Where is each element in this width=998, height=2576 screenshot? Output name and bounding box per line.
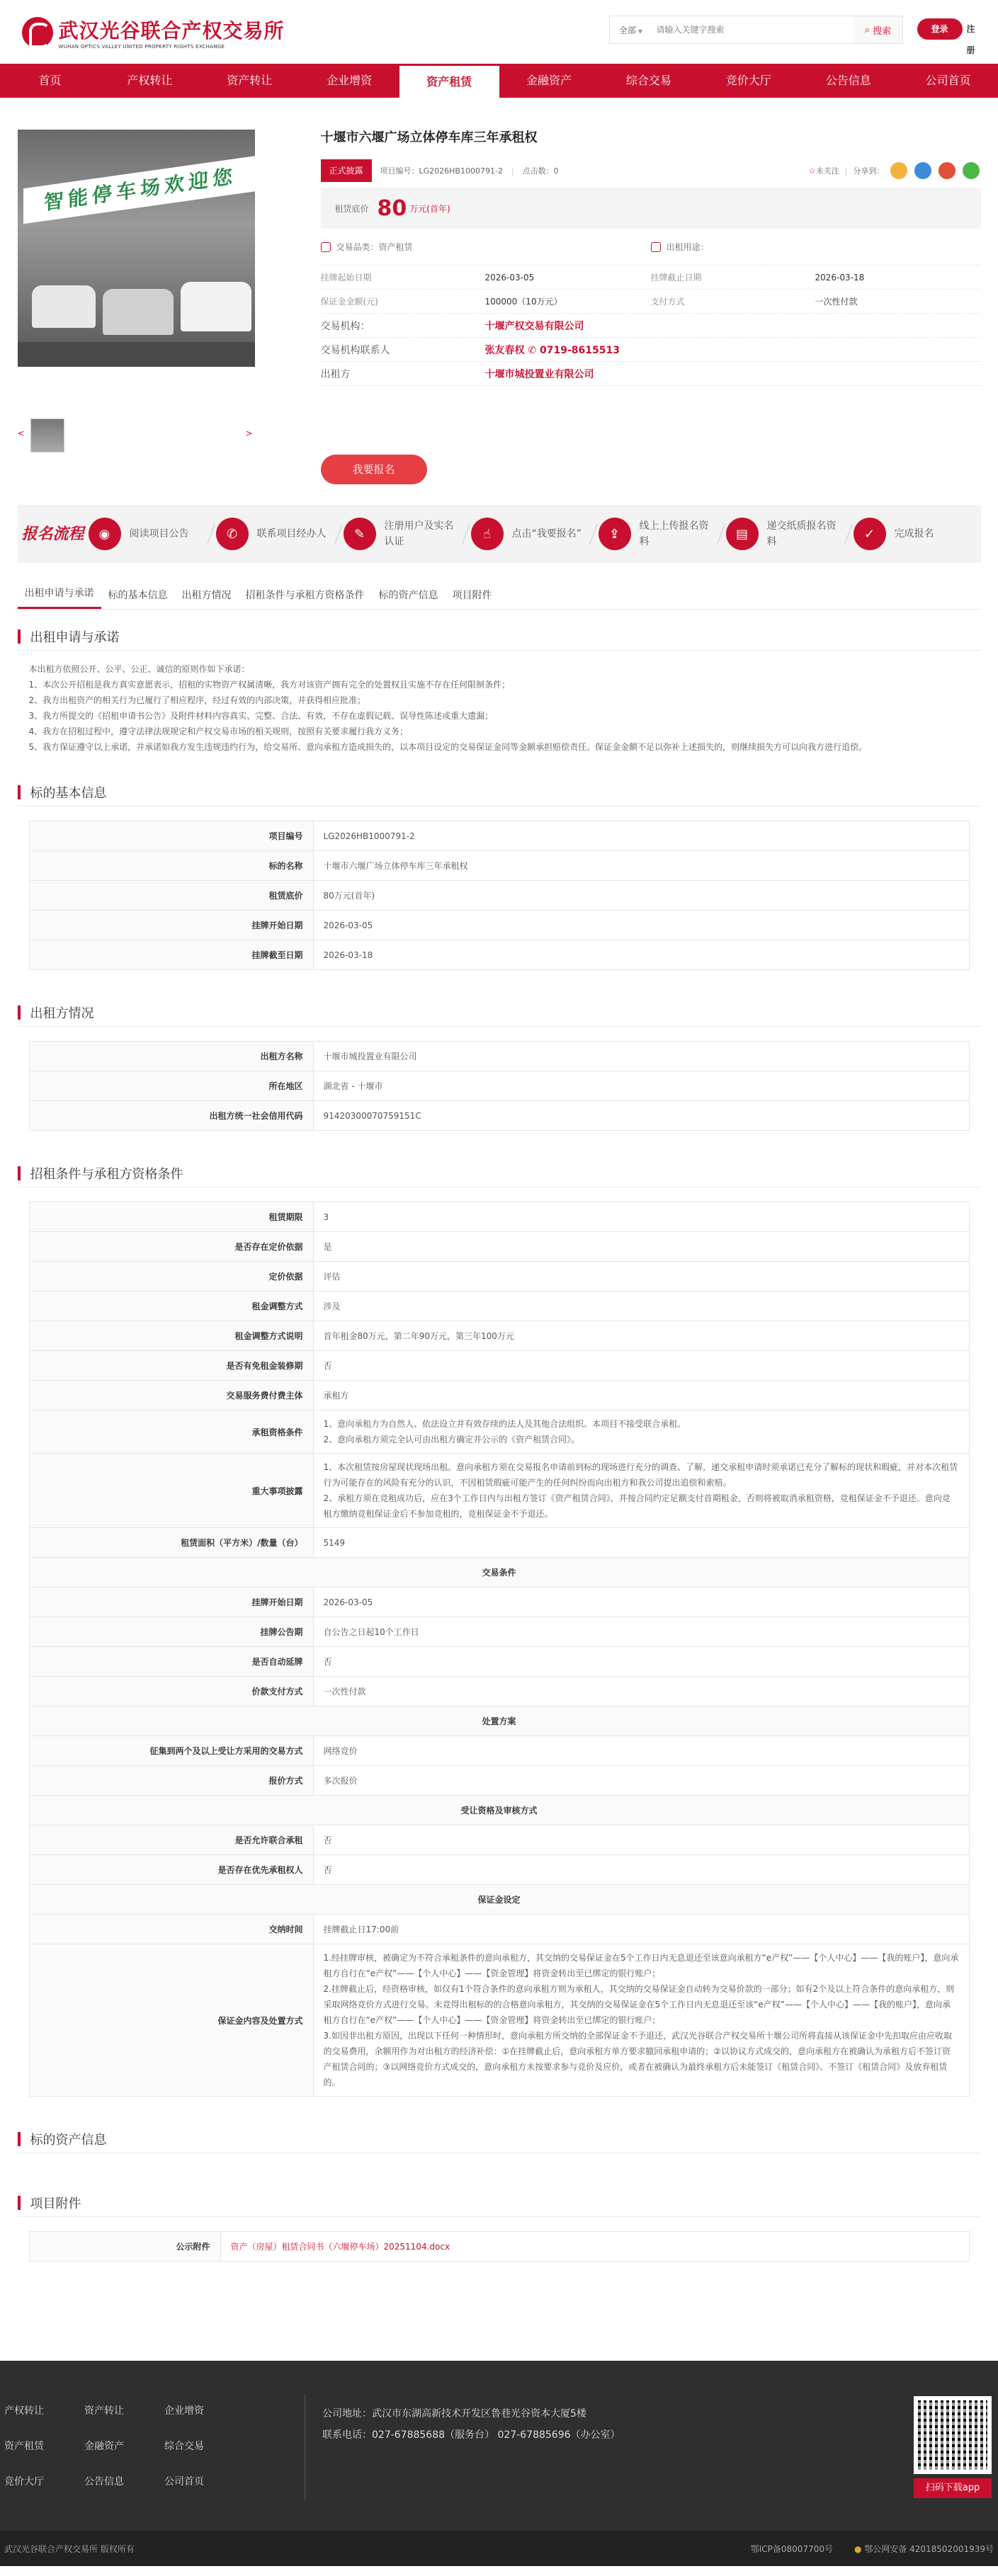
table-row — [29, 1736, 969, 1766]
table-value: 否 — [313, 1825, 969, 1855]
table-group-header: 交易条件 — [29, 1558, 969, 1588]
table-value: 评估 — [313, 1262, 969, 1292]
nav-item[interactable]: 综合交易 — [625, 74, 671, 87]
flow-step-label: 联系项目经办人 — [256, 528, 327, 540]
search-bar — [609, 16, 903, 44]
promise-text — [18, 651, 981, 765]
table-value: 自公告之日起10个工作日 — [313, 1617, 969, 1647]
section-header-lessor: 出租方情况 — [18, 998, 981, 1027]
org-label: 交易机构： — [320, 320, 370, 332]
price-unit: 万元(首年) — [409, 203, 450, 214]
section-header-conditions: 招租条件与承租方资格条件 — [18, 1159, 981, 1187]
table-key: 定价依据 — [29, 1262, 313, 1292]
search-icon: ⌕ — [864, 24, 871, 35]
footer-link[interactable]: 综合交易 — [164, 2441, 204, 2452]
table-key: 标的名称 — [29, 851, 313, 881]
flow-step-icon: ✆ — [216, 518, 249, 550]
table-key: 出租方名称 — [29, 1042, 313, 1071]
table-key: 交易服务费付费主体 — [29, 1381, 313, 1410]
logo-icon — [22, 17, 53, 48]
nav-item[interactable]: 资产租赁 — [399, 64, 499, 98]
table-value: 网络竞价 — [313, 1736, 969, 1766]
table-key: 价款支付方式 — [29, 1677, 313, 1706]
table-value: LG2026HB1000791-2 — [313, 821, 969, 851]
org-label: 交易机构联系人 — [320, 344, 390, 356]
section-header-promise: 出租申请与承诺 — [18, 622, 981, 651]
table-key: 项目编号 — [29, 821, 313, 851]
follow-button[interactable]: ☆未关注 — [808, 166, 839, 176]
footer-link[interactable]: 资产转让 — [84, 2405, 124, 2417]
category-icon — [321, 242, 331, 252]
table-row — [29, 881, 969, 911]
table-key: 报价方式 — [29, 1766, 313, 1796]
icp-link[interactable]: 鄂ICP备08007700号 — [750, 2543, 833, 2554]
flow-step — [471, 518, 599, 550]
table-key: 出租方统一社会信用代码 — [29, 1101, 313, 1131]
header — [0, 0, 998, 64]
table-key: 承租资格条件 — [29, 1410, 313, 1454]
table-key: 交纳时间 — [29, 1915, 313, 1944]
table-row — [29, 1944, 969, 2097]
thumbnail-strip — [18, 418, 255, 454]
table-row — [29, 1706, 969, 1736]
table-value: 2026-03-05 — [313, 911, 969, 940]
project-photo[interactable] — [18, 130, 255, 367]
flow-separator — [455, 524, 470, 544]
table-row — [29, 1321, 969, 1351]
footer-link[interactable]: 企业增资 — [164, 2405, 204, 2417]
table-key: 租赁底价 — [29, 881, 313, 911]
police-badge-icon: ● — [854, 2543, 862, 2554]
logo-english-name: WUHAN OPTICS VALLEY UNITED PROPERTY RIGHTS EXCHANGE — [58, 44, 225, 50]
prev-arrow-icon[interactable]: < — [17, 428, 25, 438]
conditions-table — [29, 1202, 970, 2097]
org-value: 张友春权 ✆ 0719-8615513 — [484, 344, 620, 356]
table-row — [29, 1410, 969, 1454]
apply-button[interactable]: 我要报名 — [321, 455, 427, 484]
footer-link[interactable]: 资产租赁 — [4, 2441, 44, 2452]
table-value: 3 — [313, 1202, 969, 1232]
table-value: 首年租金80万元，第二年90万元，第三年100万元 — [313, 1321, 969, 1351]
promise-line: 4、我方在招租过程中，遵守法律法规规定和产权交易市场的相关规则，按照有关要求履行我方义务； — [28, 726, 409, 736]
lease-usage: 出租用途： — [666, 242, 709, 252]
promise-line: 5、我方保证遵守以上承诺，并承诺如我方发生违规违约行为，给交易所、意向承租方造成损失的，以本项目设定的交易保证金同等金额承担赔偿责任。保证金金额不足以弥补上述损失的，则继续损失方可以向我方进行追偿。 — [28, 742, 868, 752]
attachment-label: 公示附件 — [29, 2232, 220, 2262]
section-header-attachments: 项目附件 — [18, 2189, 981, 2217]
table-row — [29, 1588, 969, 1617]
table-value: 91420300070759151C — [313, 1101, 969, 1131]
table-value: 涉及 — [313, 1292, 969, 1321]
nav-item[interactable]: 资产转让 — [227, 74, 273, 87]
table-key: 租赁期限 — [29, 1202, 313, 1232]
price-label: 租赁底价 — [334, 203, 369, 214]
flow-step — [344, 518, 471, 550]
org-value: 十堰产权交易有限公司 — [484, 320, 584, 332]
table-row — [29, 1647, 969, 1677]
table-row — [29, 1885, 969, 1915]
table-row — [29, 1677, 969, 1706]
table-key: 是否有免租金装修期 — [29, 1351, 313, 1381]
field-value: 100000（10万元） — [484, 297, 562, 307]
search-category-select[interactable]: 全部 ▼ — [618, 25, 643, 35]
main-nav — [0, 64, 998, 98]
table-value: 1、本次租赁按房屋现状现场出租。意向承租方须在交易报名申请前到标的现场进行充分的调查、了解，递交承租申请时须承诺已充分了解标的现状和瑕疵，并对本次租赁行为可能存在的风险有充分的认识，不因租赁瑕疵可能产生的任何纠纷而向出租方和我公司提出追偿和索赔。 2、承租方须在竞租成功后，应在3个工作日内与出租方签订《资产租赁合同》，并按合同约定足额支付首期租金，否则将被取消承租资格，竞租保证金不予退还。意向竞租方缴纳竞租保证金后不参加竞租的，竞租保证金不予退还。 — [313, 1454, 969, 1528]
table-value: 1、意向承租方为自然人、依法设立并有效存续的法人及其他合法组织。本项目不接受联合承租。 2、意向承租方须完全认可由出租方确定并公示的《资产租赁合同》。 — [313, 1410, 969, 1454]
qzone-share-icon[interactable] — [889, 161, 909, 181]
table-row — [29, 1042, 969, 1071]
nav-item[interactable]: 公司首页 — [925, 74, 971, 87]
flow-step — [726, 518, 854, 550]
table-row — [29, 821, 969, 851]
footer-link[interactable]: 金融资产 — [84, 2441, 124, 2452]
price-value: 80 — [377, 195, 407, 221]
table-row — [29, 1825, 969, 1855]
promise-line: 3、我方所提交的《招租申请书公告》及附件材料内容真实、完整、合法、有效，不存在虚假记载、误导性陈述或重大遗漏； — [28, 711, 494, 721]
table-value: 否 — [313, 1647, 969, 1677]
flow-step-label: 完成报名 — [894, 528, 934, 540]
nav-item[interactable]: 首页 — [38, 74, 62, 87]
table-value: 承租方 — [313, 1381, 969, 1410]
table-key: 是否存在定价依据 — [29, 1232, 313, 1262]
field-label: 支付方式 — [650, 297, 685, 307]
table-group-header: 受让资格及审核方式 — [29, 1796, 969, 1825]
table-value: 十堰市六堰广场立体停车库三年承租权 — [313, 851, 969, 881]
table-value: 80万元(首年) — [313, 881, 969, 911]
table-row — [29, 1454, 969, 1528]
table-key: 是否自动延牌 — [29, 1647, 313, 1677]
flow-step-label: 阅读项目公告 — [129, 528, 189, 540]
flow-separator — [328, 524, 342, 544]
table-key: 所在地区 — [29, 1071, 313, 1101]
basic-info-table — [29, 821, 970, 970]
table-row — [29, 1071, 969, 1101]
field-value: 一次性付款 — [815, 297, 858, 307]
attachment-link[interactable]: 资产（房屋）租赁合同书（六堰停车场）20251104.docx — [230, 2241, 450, 2252]
table-value: 1.经挂牌审核，被确定为不符合承租条件的意向承租方，其交纳的交易保证金在5个工作日内无息退还至该意向承租方“e产权”——【个人中心】——【我的账户】，意向承租方自行在“e产权”——【个人中心】——【资金管理】将资金转出至已绑定的银行账户； 2.挂牌截止后，经资格审核，如仅有1个符合条件的意向承租方则为承租人，其交纳的交易保证金自动转为交易价款的一部分；如有2个及以上符合条件的意向承租方，则采取网络竞价方式进行交易。未竞得出租标的的合格意向承租方，其交纳的交易保证金在5个工作日内无息退还至该“e产权”——【个人中心】——【我的账户】，意向承租方自行在“e产权”——【个人中心】——【资金管理】将资金转出至已绑定的银行账户； 3.如因非出租方原因，出现以下任何一种情形时，意向承租方所交纳的全部保证金不予退还，武汉光谷联合产权交易所十堰公司所将直接从该保证金中先扣取应由应收取的交易费用，余额用作为对出租方的经济补偿：①在挂牌截止后，意向承租方单方要求撤回承租申请的；②以协议方式成交的，意向承租方在被确认为承租方后不签订资产租赁合同的；③以网络竞价方式成交的，意向承租方未按要求参与竞价及应价，或者在被确认为最终承租方后未能签订《租赁合同》、不签订《租赁合同》及放弃租赁的。 — [313, 1944, 969, 2097]
site-logo[interactable] — [22, 16, 285, 50]
table-value: 否 — [313, 1351, 969, 1381]
promise-line: 1、本次公开招租是我方真实意愿表示，招租的实物资产权属清晰，我方对该资产拥有完全的处置权且实施不存在任何限制条件； — [28, 680, 511, 690]
table-row — [29, 1855, 969, 1885]
tab-5[interactable]: 项目附件 — [452, 590, 492, 601]
flow-separator — [710, 524, 725, 544]
tab-0[interactable]: 出租申请与承诺 — [18, 586, 101, 609]
weibo-share-icon[interactable] — [937, 161, 957, 181]
footer-link[interactable]: 竞价大厅 — [4, 2476, 44, 2487]
trade-category: 交易品类：资产租赁 — [336, 242, 413, 252]
table-row — [29, 1617, 969, 1647]
org-label: 出租方 — [320, 368, 351, 380]
download-app-button[interactable]: 扫码下载app — [914, 2478, 992, 2498]
footer — [0, 2361, 998, 2531]
wechat-share-icon[interactable] — [961, 161, 981, 181]
qq-share-icon[interactable] — [913, 161, 933, 181]
table-key: 保证金内容及处置方式 — [29, 1944, 313, 2097]
tab-3[interactable]: 招租条件与承租方资格条件 — [245, 590, 365, 601]
flow-step-icon: ⇪ — [599, 518, 631, 550]
table-row — [29, 1528, 969, 1558]
footer-link[interactable]: 公告信息 — [84, 2476, 124, 2487]
table-key: 挂牌截至日期 — [29, 940, 313, 970]
project-code: 项目编号：LG2026HB1000791-2 — [380, 166, 503, 176]
table-row — [29, 1351, 969, 1381]
table-row — [29, 1558, 969, 1588]
tab-1[interactable]: 标的基本信息 — [108, 590, 168, 601]
thumbnail-image[interactable] — [30, 418, 64, 452]
flow-separator — [200, 524, 215, 544]
qr-code-image — [914, 2396, 992, 2474]
table-row — [29, 1915, 969, 1944]
field-label: 保证金金额(元) — [320, 297, 378, 307]
table-row — [29, 1101, 969, 1131]
flow-step-icon: ☝ — [471, 518, 504, 550]
table-row — [29, 940, 969, 970]
section-header-asset: 标的资产信息 — [18, 2125, 981, 2153]
project-title: 十堰市六堰广场立体停车库三年承租权 — [320, 130, 538, 145]
field-value: 2026-03-05 — [484, 272, 535, 283]
registration-flow — [18, 505, 981, 563]
table-key: 租赁面积（平方米）/数量（台） — [29, 1528, 313, 1558]
table-key: 征集到两个及以上受让方采用的交易方式 — [29, 1736, 313, 1766]
table-row — [29, 1766, 969, 1796]
flow-step — [854, 518, 981, 550]
flow-step-icon: ✓ — [854, 518, 886, 550]
tab-2[interactable]: 出租方情况 — [181, 590, 232, 601]
status-badge: 正式披露 — [321, 159, 372, 182]
lessor-info-table — [29, 1041, 970, 1131]
flow-step-icon: ✎ — [344, 518, 376, 550]
click-count: 点击数：0 — [522, 166, 559, 176]
detail-tabs — [18, 577, 981, 610]
register-link[interactable]: 注册 — [966, 24, 975, 55]
footer-address: 公司地址：武汉市东湖高新技术开发区鲁巷光谷资本大厦5楼 — [322, 2408, 586, 2420]
price-box — [321, 188, 981, 229]
footer-link[interactable]: 公司首页 — [164, 2476, 204, 2487]
field-value: 2026-03-18 — [815, 272, 865, 283]
chevron-down-icon: ▼ — [637, 28, 643, 35]
project-detail — [18, 130, 981, 484]
flow-step — [216, 518, 344, 550]
flow-title: 报名流程 — [21, 525, 84, 543]
table-key: 重大事项披露 — [29, 1454, 313, 1528]
nav-item[interactable]: 公告信息 — [825, 74, 871, 87]
flow-separator — [838, 524, 852, 544]
flow-step — [599, 518, 726, 550]
table-value: 十堰市城投置业有限公司 — [313, 1042, 969, 1071]
nav-item[interactable]: 竞价大厅 — [725, 74, 771, 87]
table-row — [29, 1381, 969, 1410]
table-group-header: 处置方案 — [29, 1706, 969, 1736]
police-record-link[interactable]: ● 鄂公网安备 42018502001939号 — [854, 2543, 994, 2554]
field-label: 挂牌起始日期 — [320, 273, 372, 283]
flow-step-label: 注册用户及实名认证 — [384, 520, 454, 547]
table-key: 挂牌开始日期 — [29, 1588, 313, 1617]
table-row — [29, 851, 969, 881]
share-label: 分享到： — [853, 166, 885, 176]
logo-name: 武汉光谷联合产权交易所 — [58, 19, 285, 42]
table-key: 租金调整方式说明 — [29, 1321, 313, 1351]
flow-step-label: 线上上传报名资料 — [639, 520, 709, 547]
usage-icon — [651, 242, 661, 252]
search-button[interactable]: ⌕ 搜索 — [854, 16, 902, 43]
table-value: 一次性付款 — [313, 1677, 969, 1706]
attachments-table — [29, 2231, 970, 2262]
search-input[interactable] — [652, 17, 854, 42]
table-row — [29, 1232, 969, 1262]
table-value: 多次报价 — [313, 1766, 969, 1796]
flow-separator — [583, 524, 597, 544]
field-label: 挂牌截止日期 — [650, 273, 702, 283]
table-value: 挂牌截止日17:00前 — [313, 1915, 969, 1944]
footer-phone: 联系电话：027-67885688（服务台） 027-67885696（办公室） — [322, 2429, 620, 2441]
table-value: 是 — [313, 1232, 969, 1262]
promise-line: 2、我方出租资产的相关行为已履行了相应程序，经过有效的内部决策，并获得相应批准； — [28, 695, 366, 705]
org-value[interactable]: 十堰市城投置业有限公司 — [484, 368, 594, 380]
promise-line: 本出租方依照公开、公平、公正、诚信的原则作如下承诺： — [28, 664, 250, 674]
table-value: 否 — [313, 1855, 969, 1885]
table-value: 5149 — [313, 1528, 969, 1558]
table-group-header: 保证金设定 — [29, 1885, 969, 1915]
flow-step-label: 点击“我要报名” — [511, 528, 582, 540]
nav-item[interactable]: 企业增资 — [327, 74, 373, 87]
table-row — [29, 911, 969, 940]
table-key: 是否存在优先承租权人 — [29, 1855, 313, 1885]
project-info: 十堰市六堰广场立体停车库三年承租权 正式披露 项目编号：LG2026HB1000791-2 | 点击数：0 ☆未关注 | 分享到： 租赁底价 80 万元(首年) 交易品类：资产租赁 出租用途： 挂牌起始日期 2026-03-05 挂牌截止日期 2026-03-18 保证金金额(元) 100000（10万元） 支付方式 一次性付款 交易机构： 十堰产权交易有限公司 交易机构联系人 张友春权 ✆ 0719-8615513 出租方 十堰市城投置业有限公司 — [321, 130, 981, 386]
table-key: 租金调整方式 — [29, 1292, 313, 1321]
table-value: 2026-03-05 — [313, 1588, 969, 1617]
table-key: 挂牌开始日期 — [29, 911, 313, 940]
section-header-basic: 标的基本信息 — [18, 778, 981, 807]
login-button[interactable]: 登录 — [917, 18, 963, 40]
copyright-bar — [0, 2531, 998, 2566]
table-row — [29, 1292, 969, 1321]
photo-sign-text: 智能停车场欢迎您 — [23, 156, 255, 224]
table-row — [29, 1262, 969, 1292]
table-row — [29, 1796, 969, 1825]
table-row — [29, 1202, 969, 1232]
footer-link[interactable]: 产权转让 — [4, 2405, 44, 2417]
flow-step-label: 递交纸质报名资料 — [766, 520, 837, 547]
star-icon: ☆ — [808, 166, 816, 176]
nav-item[interactable]: 金融资产 — [526, 74, 572, 87]
nav-item[interactable]: 产权转让 — [127, 74, 173, 87]
tab-4[interactable]: 标的资产信息 — [378, 590, 438, 601]
flow-step-icon: ◉ — [89, 518, 121, 550]
flow-step — [89, 518, 216, 550]
table-key: 是否允许联合承租 — [29, 1825, 313, 1855]
next-arrow-icon[interactable]: > — [245, 428, 253, 438]
table-key: 挂牌公告期 — [29, 1617, 313, 1647]
flow-step-icon: ▤ — [726, 518, 759, 550]
copyright-text: 武汉光谷联合产权交易所 版权所有 — [4, 2543, 135, 2554]
table-value: 湖北省 - 十堰市 — [313, 1071, 969, 1101]
table-value: 2026-03-18 — [313, 940, 969, 970]
